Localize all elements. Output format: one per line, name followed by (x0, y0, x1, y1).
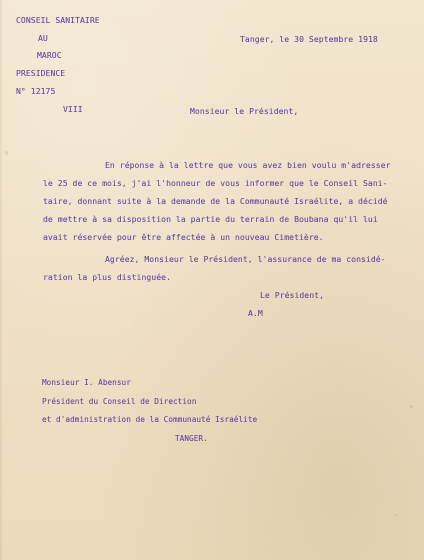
place-and-date: Tanger, le 30 Septembre 1918 (240, 34, 378, 44)
organization-line-3: MAROC (37, 50, 62, 60)
paragraph-line: de mettre à sa disposition la partie du terrain de Boubana qu'il lui (43, 214, 378, 224)
paragraph-line: En réponse à la lettre que vous avez bien voulu m'adresser (105, 160, 391, 170)
signature-title: Le Président, (260, 290, 324, 300)
closing-formula-line: Agréez, Monsieur le Président, l'assurance de ma considé- (105, 254, 386, 264)
paragraph-line: le 25 de ce mois, j'ai l'honneur de vous informer que le Conseil Sani- (43, 178, 388, 188)
closing-formula-line: ration la plus distinguée. (43, 272, 171, 282)
classification-code: VIII (63, 104, 83, 114)
organization-line-2: AU (38, 33, 48, 43)
salutation: Monsieur le Président, (190, 106, 299, 116)
signature-initials: A.M (248, 308, 263, 318)
reference-number: N° 12175 (16, 86, 56, 96)
recipient-organization: et d'administration de la Communauté Israélite (42, 415, 258, 424)
paper-stain (5, 151, 8, 155)
paper-stain (410, 405, 413, 408)
paper-edge-left (0, 0, 3, 560)
recipient-city: TANGER. (175, 434, 208, 443)
organization-line-4: PRESIDENCE (16, 68, 66, 78)
paragraph-line: avait réservée pour être affectée à un nouveau Cimetière. (43, 232, 324, 242)
paper-stain (395, 514, 397, 516)
paragraph-line: taire, donnant suite à la demande de la Communauté Israélite, a décidé (43, 196, 388, 206)
recipient-name: Monsieur I. Abensur (42, 378, 131, 387)
organization-name: CONSEIL SANITAIRE (16, 15, 100, 25)
recipient-title: Président du Conseil de Direction (42, 397, 197, 406)
